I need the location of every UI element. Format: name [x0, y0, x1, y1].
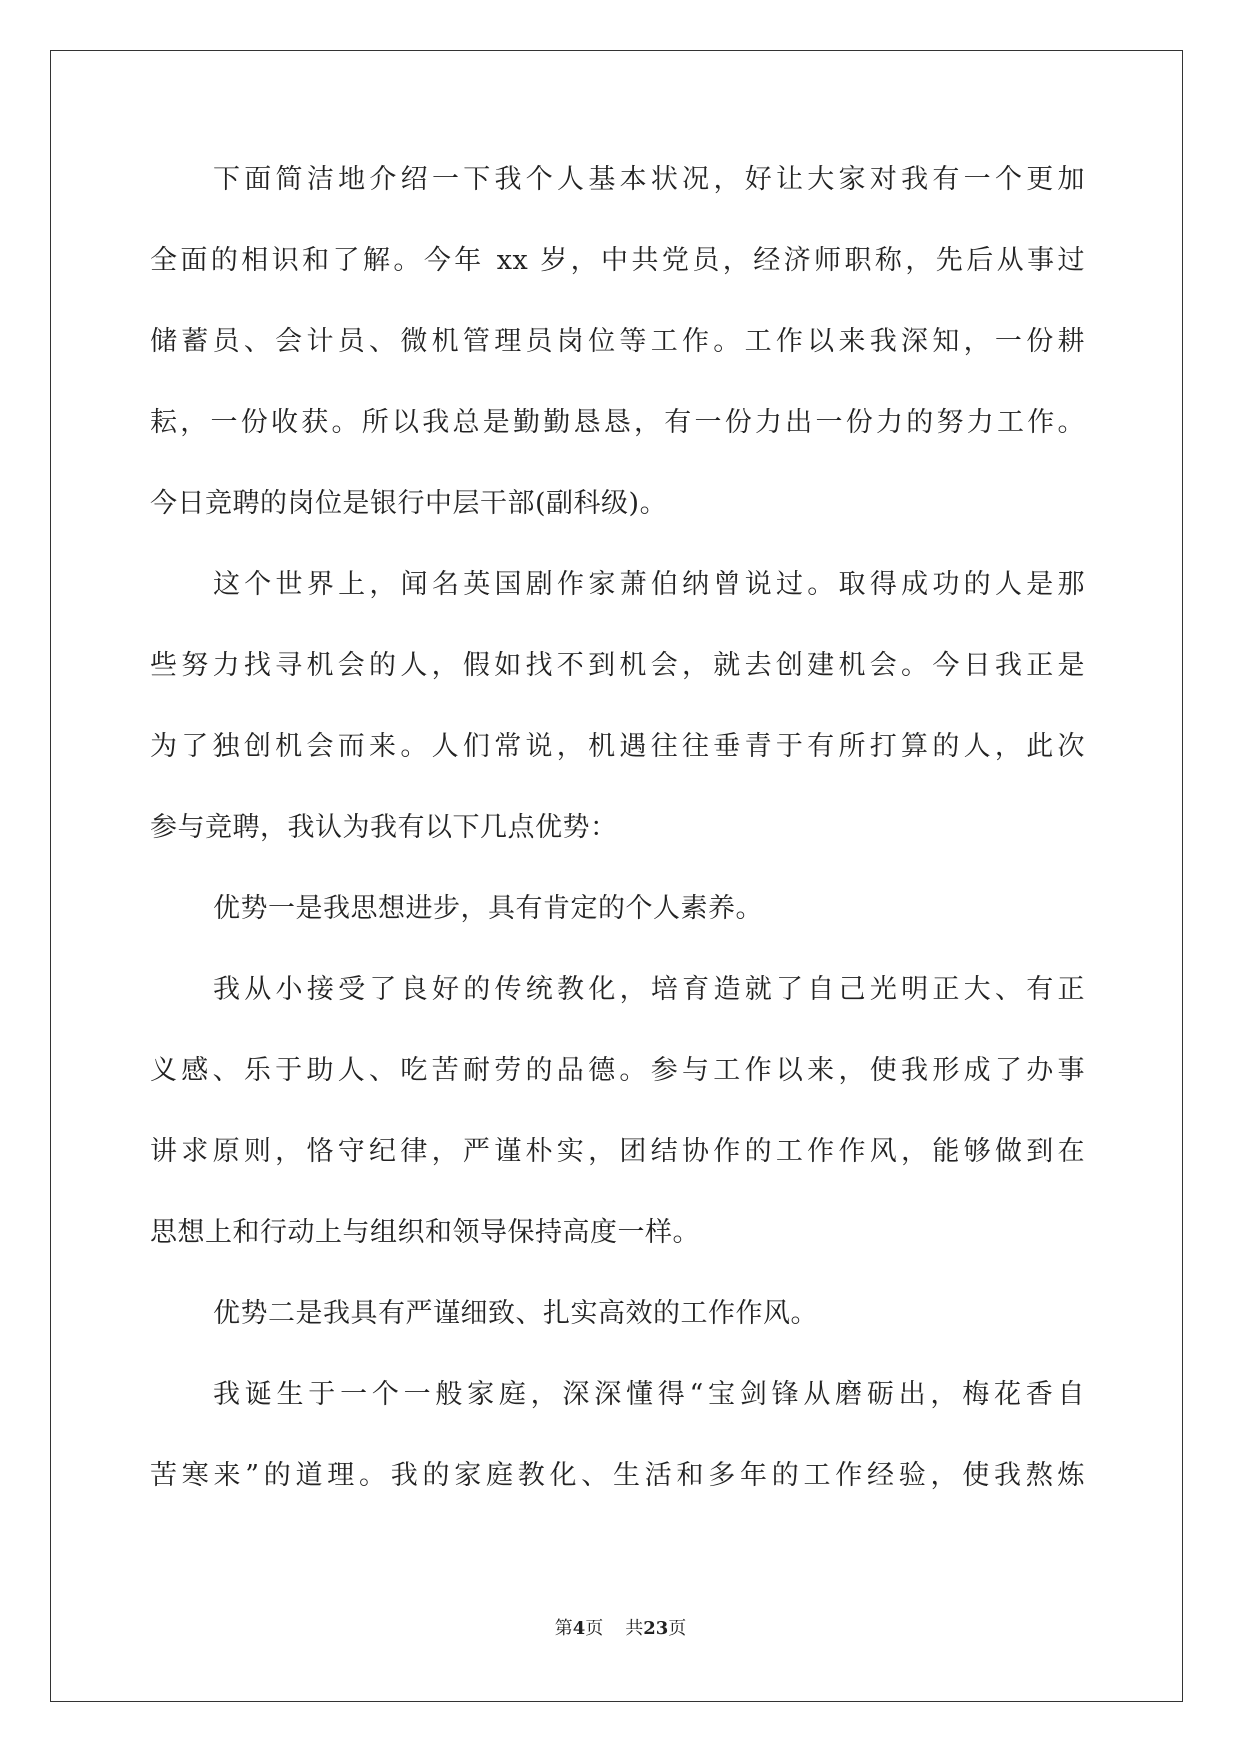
paragraph-line: 耘，一份收获。所以我总是勤勤恳恳，有一份力出一份力的努力工作。	[150, 407, 1085, 438]
paragraph-line: 优势二是我具有严谨细致、扎实高效的工作作风。	[213, 1298, 818, 1329]
paragraph-line: 下面简洁地介绍一下我个人基本状况，好让大家对我有一个更加	[213, 164, 1085, 195]
paragraph-line: 讲求原则，恪守纪律，严谨朴实，团结协作的工作作风，能够做到在	[150, 1136, 1085, 1167]
paragraph-line: 储蓄员、会计员、微机管理员岗位等工作。工作以来我深知，一份耕	[150, 326, 1085, 357]
page-footer	[0, 1614, 1241, 1640]
paragraph-line: 义感、乐于助人、吃苦耐劳的品德。参与工作以来，使我形成了办事	[150, 1055, 1085, 1086]
current-page-number: 4	[572, 1618, 586, 1639]
paragraph-line: 全面的相识和了解。今年 xx 岁，中共党员，经济师职称，先后从事过	[150, 245, 1085, 276]
page-border	[50, 50, 1183, 1702]
paragraph-line: 苦寒来”的道理。我的家庭教化、生活和多年的工作经验，使我熬炼	[150, 1460, 1085, 1491]
footer-total-suffix: 页	[668, 1618, 687, 1639]
total-page-number: 23	[643, 1618, 669, 1639]
paragraph-line: 思想上和行动上与组织和领导保持高度一样。	[150, 1217, 700, 1248]
paragraph-line: 今日竞聘的岗位是银行中层干部(副科级)。	[150, 488, 668, 519]
paragraph-line: 我从小接受了良好的传统教化，培育造就了自己光明正大、有正	[213, 974, 1085, 1005]
paragraph-line: 为了独创机会而来。人们常说，机遇往往垂青于有所打算的人，此次	[150, 731, 1085, 762]
paragraph-line: 我诞生于一个一般家庭，深深懂得“宝剑锋从磨砺出，梅花香自	[213, 1379, 1085, 1410]
footer-page-suffix: 页	[585, 1618, 604, 1639]
paragraph-line: 些努力找寻机会的人，假如找不到机会，就去创建机会。今日我正是	[150, 650, 1085, 681]
paragraph-line: 参与竞聘，我认为我有以下几点优势：	[150, 812, 618, 843]
footer-prefix: 第	[554, 1618, 573, 1639]
footer-total-prefix: 共	[625, 1618, 644, 1639]
paragraph-line: 这个世界上，闻名英国剧作家萧伯纳曾说过。取得成功的人是那	[213, 569, 1085, 600]
paragraph-line: 优势一是我思想进步，具有肯定的个人素养。	[213, 893, 763, 924]
